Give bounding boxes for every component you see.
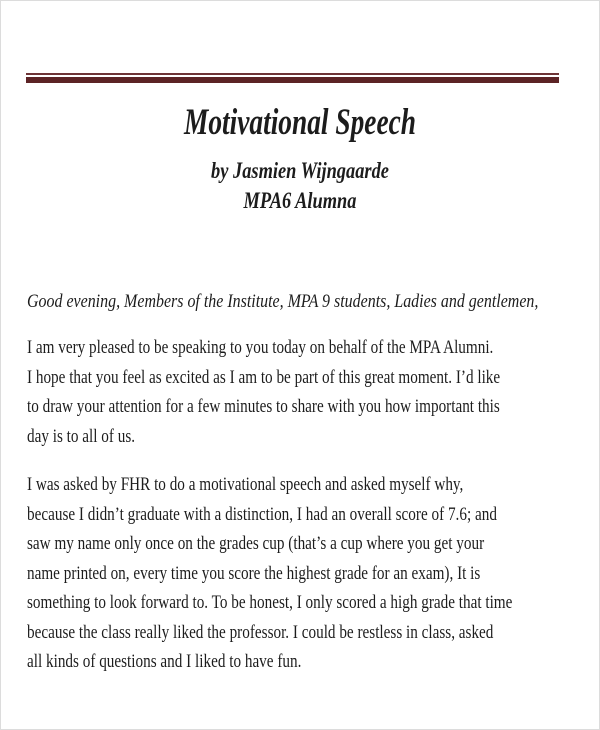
author-affiliation: MPA6 Alumna: [243, 188, 357, 213]
text-line: all kinds of questions and I liked to have fun.: [27, 651, 302, 672]
text-line: I hope that you feel as excited as I am to be part of this great moment. I’d like: [27, 366, 501, 388]
text-line: because the class really liked the professor. I could be restless in class, asked: [27, 621, 494, 643]
text-line: something to look forward to. To be honest, I only scored a high grade that time: [27, 592, 513, 613]
paragraph-2: [27, 470, 600, 677]
text-line: day is to all of us.: [27, 425, 136, 447]
divider-thick-line: [26, 77, 559, 83]
text-line: I was asked by FHR to do a motivational speech and asked myself why,: [27, 474, 464, 495]
text-line: to draw your attention for a few minutes to share with you how important this: [27, 396, 500, 417]
author-byline: by Jasmien Wijngaarde: [211, 158, 389, 183]
document-title: Motivational Speech: [184, 102, 416, 143]
text-line: I am very pleased to be speaking to you today on behalf of the MPA Alumni.: [27, 337, 494, 358]
text-line: name printed on, every time you score the highest grade for an exam), It is: [27, 562, 481, 584]
paragraph-1: [27, 333, 600, 451]
text-line: because I didn’t graduate with a distinction, I had an overall score of 7.6; and: [27, 503, 497, 525]
salutation-line: Good evening, Members of the Institute, MPA 9 students, Ladies and gentlemen,: [27, 291, 539, 312]
text-line: saw my name only once on the grades cup (that’s a cup where you get your: [27, 533, 485, 554]
decorative-divider: [26, 73, 559, 83]
